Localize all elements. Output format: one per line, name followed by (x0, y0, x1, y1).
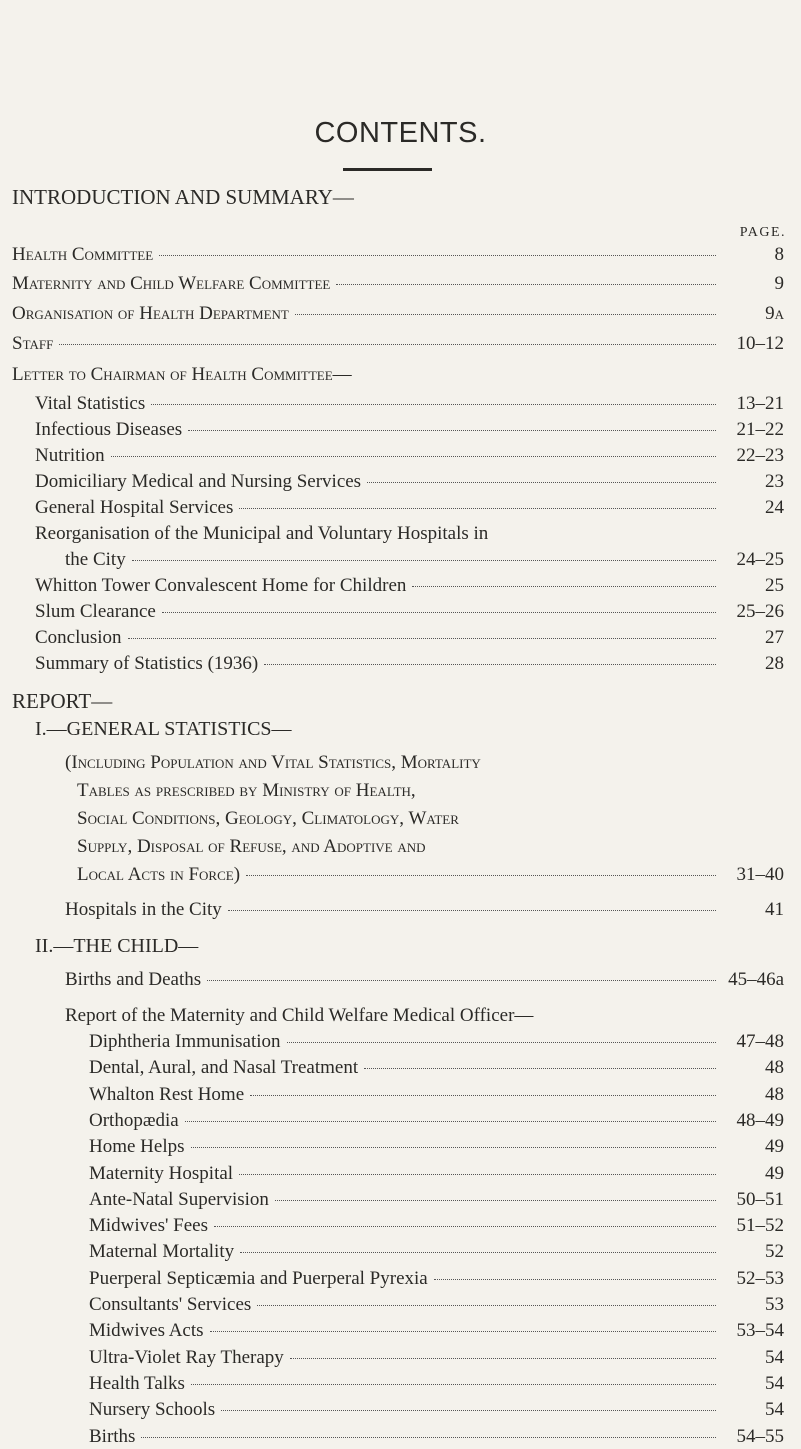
toc-entry-label: Staff (12, 333, 54, 354)
toc-entry-label: Vital Statistics (35, 393, 146, 414)
leader-dots (412, 586, 716, 587)
leader-dots (336, 284, 716, 285)
leader-dots (239, 1174, 716, 1175)
toc-entry-page: 49 (765, 1163, 784, 1184)
toc-entry-label: Home Helps (89, 1136, 185, 1157)
toc-entry-label: Ultra-Violet Ray Therapy (89, 1347, 284, 1368)
leader-dots (250, 1095, 716, 1096)
toc-entry-label: Organisation of Health Department (12, 303, 289, 324)
leader-dots (239, 508, 716, 509)
toc-entry-page: 52–53 (736, 1268, 784, 1289)
toc-entry[interactable] (65, 548, 784, 572)
leader-dots (162, 612, 716, 613)
toc-entry[interactable] (89, 1346, 784, 1370)
leader-dots (295, 314, 716, 315)
letter-heading: Letter to Chairman of Health Committee— (12, 364, 352, 385)
toc-entry-page: 10–12 (736, 333, 784, 354)
leader-dots (59, 344, 716, 345)
page-column-label: PAGE. (739, 225, 786, 240)
toc-entry-label: Births (89, 1426, 136, 1447)
toc-entry-label: Dental, Aural, and Nasal Treatment (89, 1057, 359, 1078)
leader-dots (141, 1437, 716, 1438)
leader-dots (188, 430, 716, 431)
toc-entry-label: Conclusion (35, 627, 122, 648)
leader-dots (191, 1147, 716, 1148)
toc-entry-label: Midwives' Fees (89, 1215, 209, 1236)
toc-entry-page: 22–23 (736, 445, 784, 466)
toc-entry-label: Maternity Hospital (89, 1163, 234, 1184)
toc-entry-label: Births and Deaths (65, 969, 202, 990)
leader-dots (159, 255, 716, 256)
leader-dots (214, 1226, 716, 1227)
toc-entry[interactable] (35, 626, 784, 650)
toc-entry-page: 21–22 (736, 419, 784, 440)
toc-entry[interactable] (89, 1188, 784, 1212)
toc-entry-label: General Hospital Services (35, 497, 234, 518)
toc-entry-label: Infectious Diseases (35, 419, 183, 440)
toc-entry-page: 54 (765, 1347, 784, 1368)
toc-entry-page: 24 (765, 497, 784, 518)
toc-entry[interactable] (89, 1398, 784, 1422)
toc-entry-page: 47–48 (736, 1031, 784, 1052)
toc-entry[interactable] (89, 1319, 784, 1343)
toc-entry-page: 48 (765, 1057, 784, 1078)
intro-heading: INTRODUCTION AND SUMMARY— (12, 185, 354, 209)
toc-entry-page: 27 (765, 627, 784, 648)
description-line: Social Conditions, Geology, Climatology, Water (77, 808, 459, 829)
toc-entry[interactable] (89, 1162, 784, 1186)
toc-entry[interactable] (89, 1372, 784, 1396)
leader-dots (185, 1121, 716, 1122)
leader-dots (364, 1068, 716, 1069)
toc-entry-label: Consultants' Services (89, 1294, 252, 1315)
leader-dots (151, 404, 716, 405)
toc-entry-label: Slum Clearance (35, 601, 156, 622)
toc-entry[interactable] (35, 392, 784, 416)
description-line: Supply, Disposal of Refuse, and Adoptive and (77, 836, 426, 857)
toc-entry[interactable] (89, 1083, 784, 1107)
page-title: CONTENTS. (314, 117, 487, 149)
toc-entry[interactable] (89, 1267, 784, 1291)
toc-entry-label: Whalton Rest Home (89, 1084, 245, 1105)
toc-entry-page: 13–21 (736, 393, 784, 414)
toc-entry-page: 52 (765, 1241, 784, 1262)
toc-entry-page: 48 (765, 1084, 784, 1105)
toc-entry-label: Midwives Acts (89, 1320, 204, 1341)
toc-entry-label: Nursery Schools (89, 1399, 216, 1420)
toc-entry[interactable] (35, 470, 784, 494)
toc-entry-label: Maternal Mortality (89, 1241, 235, 1262)
toc-entry[interactable] (89, 1240, 784, 1264)
toc-entry-page: 45–46a (728, 969, 784, 990)
description-line: (Including Population and Vital Statistics, Mortality (65, 752, 481, 773)
toc-entry-label: Hospitals in the City (65, 899, 222, 920)
toc-entry-page: 41 (765, 899, 784, 920)
toc-entry-page: 25–26 (736, 601, 784, 622)
toc-entry-label: Health Talks (89, 1373, 185, 1394)
toc-entry-page: 53 (765, 1294, 784, 1315)
leader-dots (290, 1358, 716, 1359)
toc-entry-page: 54–55 (736, 1426, 784, 1447)
leader-dots (128, 638, 716, 639)
toc-entry-page: 48–49 (736, 1110, 784, 1131)
leader-dots (264, 664, 716, 665)
leader-dots (111, 456, 716, 457)
toc-entry-page: 25 (765, 575, 784, 596)
section-heading: I.—GENERAL STATISTICS— (35, 718, 292, 740)
toc-entry-label: Summary of Statistics (1936) (35, 653, 259, 674)
toc-entry-label: Domiciliary Medical and Nursing Services (35, 471, 362, 492)
toc-entry[interactable] (89, 1109, 784, 1133)
toc-entry[interactable] (35, 600, 784, 624)
leader-dots (221, 1410, 716, 1411)
toc-entry-page: 23 (765, 471, 784, 492)
toc-entry-label: Local Acts in Force) (77, 864, 241, 885)
toc-entry-page: 51–52 (736, 1215, 784, 1236)
leader-dots (246, 875, 716, 876)
toc-entry-page: 24–25 (736, 549, 784, 570)
toc-entry[interactable] (12, 332, 784, 356)
toc-entry-page: 54 (765, 1399, 784, 1420)
toc-entry-label: Whitton Tower Convalescent Home for Children (35, 575, 407, 596)
toc-entry-page: 9 (774, 273, 784, 294)
toc-entry-page: 8 (774, 244, 784, 265)
toc-entry-page: 54 (765, 1373, 784, 1394)
toc-entry[interactable] (89, 1135, 784, 1159)
toc-entry-label: Reorganisation of the Municipal and Voluntary Hospitals in (35, 523, 489, 544)
toc-entry-page: 9a (765, 303, 784, 324)
leader-dots (240, 1252, 716, 1253)
toc-entry[interactable] (35, 496, 784, 520)
toc-entry[interactable] (65, 968, 784, 992)
toc-entry[interactable] (89, 1056, 784, 1080)
leader-dots (207, 980, 716, 981)
toc-entry[interactable] (89, 1293, 784, 1317)
leader-dots (275, 1200, 716, 1201)
section-heading: II.—THE CHILD— (35, 935, 199, 957)
toc-entry[interactable] (12, 302, 784, 326)
leader-dots (257, 1305, 716, 1306)
description-line: Tables as prescribed by Ministry of Health, (77, 780, 416, 801)
subsection-heading: Report of the Maternity and Child Welfare Medical Officer— (65, 1005, 534, 1026)
report-heading: REPORT— (12, 689, 113, 713)
leader-dots (132, 560, 716, 561)
toc-entry-label: Puerperal Septicæmia and Puerperal Pyrexia (89, 1268, 428, 1289)
toc-entry[interactable] (35, 418, 784, 442)
leader-dots (228, 910, 716, 911)
toc-entry[interactable] (77, 863, 784, 887)
toc-entry-label: Ante-Natal Supervision (89, 1189, 269, 1210)
leader-dots (210, 1331, 716, 1332)
toc-entry-page: 53–54 (736, 1320, 784, 1341)
toc-entry[interactable] (35, 574, 784, 598)
toc-entry-label: the City (65, 549, 126, 570)
toc-entry[interactable] (89, 1425, 784, 1449)
toc-entry[interactable] (12, 272, 784, 296)
toc-entry-page: 49 (765, 1136, 784, 1157)
leader-dots (191, 1384, 716, 1385)
toc-entry-page: 28 (765, 653, 784, 674)
toc-entry-page: 31–40 (736, 864, 784, 885)
toc-entry-label: Orthopædia (89, 1110, 179, 1131)
toc-entry-page: 50–51 (736, 1189, 784, 1210)
leader-dots (434, 1279, 716, 1280)
leader-dots (287, 1042, 716, 1043)
toc-entry-label: Nutrition (35, 445, 105, 466)
toc-entry-label: Maternity and Child Welfare Committee (12, 273, 331, 294)
toc-entry[interactable] (89, 1030, 784, 1054)
toc-entry[interactable] (35, 652, 784, 676)
leader-dots (367, 482, 716, 483)
toc-entry[interactable] (89, 1214, 784, 1238)
section-description (65, 751, 755, 859)
toc-entry[interactable] (35, 444, 784, 468)
toc-entry-label: Diphtheria Immunisation (89, 1031, 281, 1052)
toc-entry[interactable] (12, 243, 784, 267)
toc-entry[interactable] (65, 898, 784, 922)
title-underline (343, 168, 432, 171)
toc-entry-label: Health Committee (12, 244, 154, 265)
